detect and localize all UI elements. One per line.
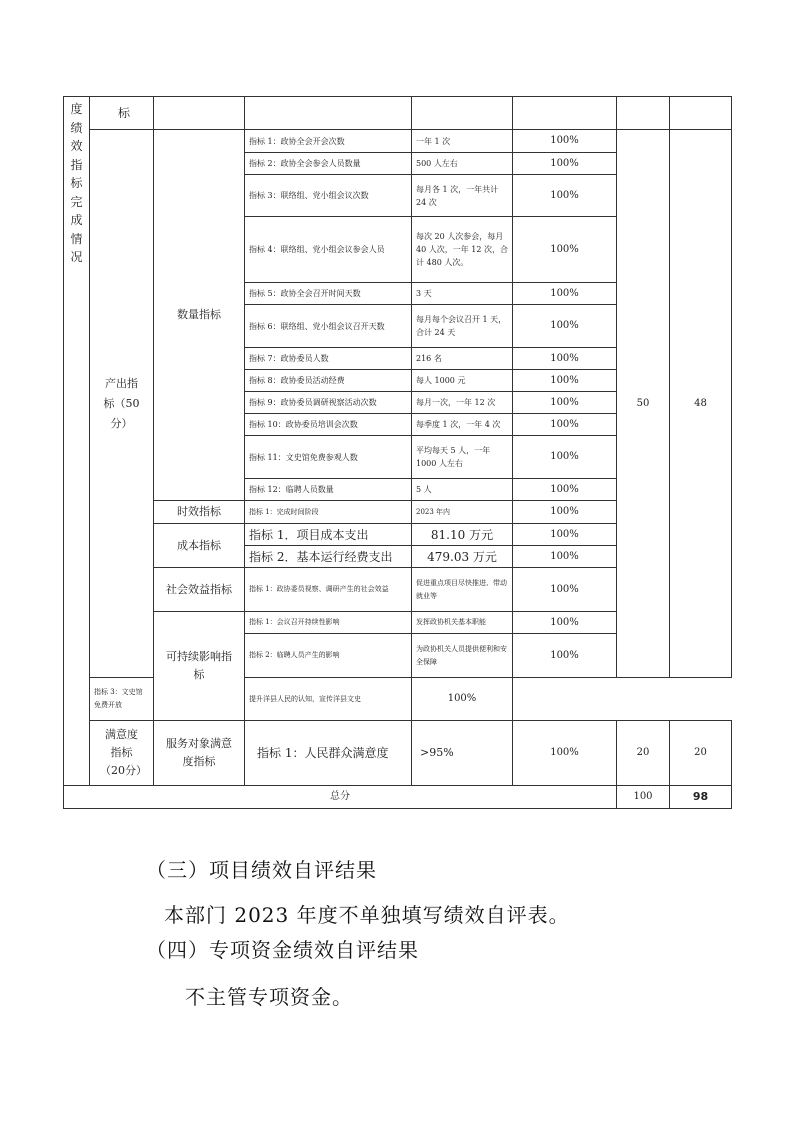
score-header-cell [670,97,732,130]
social-group-label: 社会效益指标 [154,568,245,612]
rate-cell: 100% [513,217,617,283]
indicator-cell: 指标 10：政协委员培训会次数 [245,414,412,436]
indicator-cell: 指标 2：政协全会参会人员数量 [245,153,412,175]
rate-cell: 100% [513,348,617,370]
indicator-cell: 指标 5：政协全会召开时间天数 [245,283,412,305]
target-cell: 一年 1 次 [412,130,513,153]
output-weight-cell: 50 [617,130,670,678]
dimension-label: 度绩效指标完成情况 [64,97,90,786]
indicator-cell: 指标 12：临聘人员数量 [245,479,412,501]
indicator-cell: 指标 1：政协全会开会次数 [245,130,412,153]
indicator-cell: 指标 1：政协委员视察、调研产生的社会效益 [245,568,412,612]
target-cell: 216 名 [412,348,513,370]
table-header-row [64,97,732,130]
section-body-4: 不主管专项资金。 [185,985,353,1009]
indicator-cell: 指标 3：文史馆免费开放 [90,678,154,721]
target-cell: 平均每天 5 人，一年 1000 人左右 [412,436,513,479]
target-cell: 促进重点项目尽快推进、带动就业等 [412,568,513,612]
indicator-cell: 指标 4：联络组、党小组会议参会人员 [245,217,412,283]
indicator-cell: 指标 1：人民群众满意度 [245,721,412,786]
total-row [64,786,732,809]
total-weight-cell: 100 [617,786,670,809]
rate-cell: 100% [513,721,617,786]
target-cell: 2023 年内 [412,501,513,524]
rate-cell: 100% [513,392,617,414]
indicator-cell: 指标 1．项目成本支出 [245,524,412,546]
target-cell: 500 人左右 [412,153,513,175]
weight-header-cell [617,97,670,130]
section-heading-3: （三）项目绩效自评结果 [146,858,377,882]
section-body-3: 本部门 2023 年度不单独填写绩效自评表。 [164,903,570,927]
rate-cell: 100% [513,414,617,436]
total-label: 总分 [64,786,617,809]
indicator-cell: 指标 1：完成时间阶段 [245,501,412,524]
output-group-label: 产出指标（50分） [90,130,154,678]
indicator-cell: 指标 1：会议召开持续性影响 [245,612,412,634]
indicator-cell: 指标 3：联络组、党小组会议次数 [245,175,412,217]
section-heading-4: （四）专项资金绩效自评结果 [146,938,419,962]
target-cell: 每季度 1 次，一年 4 次 [412,414,513,436]
target-cell: 5 人 [412,479,513,501]
satisfaction-sub-label: 服务对象满意度指标 [154,721,245,786]
satisfaction-group-label: 满意度指标（20分） [90,721,154,786]
time-group-label: 时效指标 [154,501,245,524]
target-cell: 479.03 万元 [412,546,513,568]
target-cell: 发挥政协机关基本职能 [412,612,513,634]
table-row [64,130,732,153]
rate-cell: 100% [513,130,617,153]
satisfaction-score-cell: 20 [670,721,732,786]
indicator-cell: 指标 2：临聘人员产生的影响 [245,634,412,678]
rate-cell: 100% [513,479,617,501]
rate-cell: 100% [513,568,617,612]
target-cell: 3 天 [412,283,513,305]
performance-table [63,96,732,809]
target-cell: >95% [412,721,513,786]
rate-cell: 100% [513,501,617,524]
sustain-group-label: 可持续影响指标 [154,612,245,721]
target-cell: 每月每个会议召开 1 天，合计 24 天 [412,305,513,348]
target-cell: 每人 1000 元 [412,370,513,392]
indicator-cell: 指标 2．基本运行经费支出 [245,546,412,568]
rate-cell: 100% [513,283,617,305]
satisfaction-weight-cell: 20 [617,721,670,786]
indicator-cell: 指标 6：联络组、党小组会议召开天数 [245,305,412,348]
target-cell: 每月一次，一年 12 次 [412,392,513,414]
target-cell: 每次 20 人次参会，每月 40 人次，一年 12 次，合计 480 人次。 [412,217,513,283]
rate-cell: 100% [513,153,617,175]
target-cell: 提升洋县人民的认知，宣传洋县文史 [245,678,412,721]
rate-cell: 100% [513,305,617,348]
rate-cell: 100% [513,634,617,678]
rate-cell: 100% [513,524,617,546]
cost-group-label: 成本指标 [154,524,245,568]
rate-cell: 100% [513,370,617,392]
rate-cell: 100% [513,436,617,479]
rate-cell: 100% [513,175,617,217]
indicator-header-cell [245,97,412,130]
rate-cell: 100% [412,678,513,721]
target-cell: 每月各 1 次，一年共计 24 次 [412,175,513,217]
total-score-cell: 98 [670,786,732,809]
indicator-cell: 指标 11：文史馆免费参观人数 [245,436,412,479]
table-row [64,721,732,786]
target-header-cell [412,97,513,130]
quantity-group-label: 数量指标 [154,130,245,501]
level2-header-cell [154,97,245,130]
indicator-cell: 指标 7：政协委员人数 [245,348,412,370]
rate-header-cell [513,97,617,130]
rate-cell: 100% [513,546,617,568]
indicator-cell: 指标 8：政协委员活动经费 [245,370,412,392]
indicator-cell: 指标 9：政协委员调研视察活动次数 [245,392,412,414]
target-cell: 为政协机关人员提供便利和安全保障 [412,634,513,678]
target-cell: 81.10 万元 [412,524,513,546]
output-score-cell: 48 [670,130,732,678]
level1-header-cell: 标 [90,97,154,130]
rate-cell: 100% [513,612,617,634]
